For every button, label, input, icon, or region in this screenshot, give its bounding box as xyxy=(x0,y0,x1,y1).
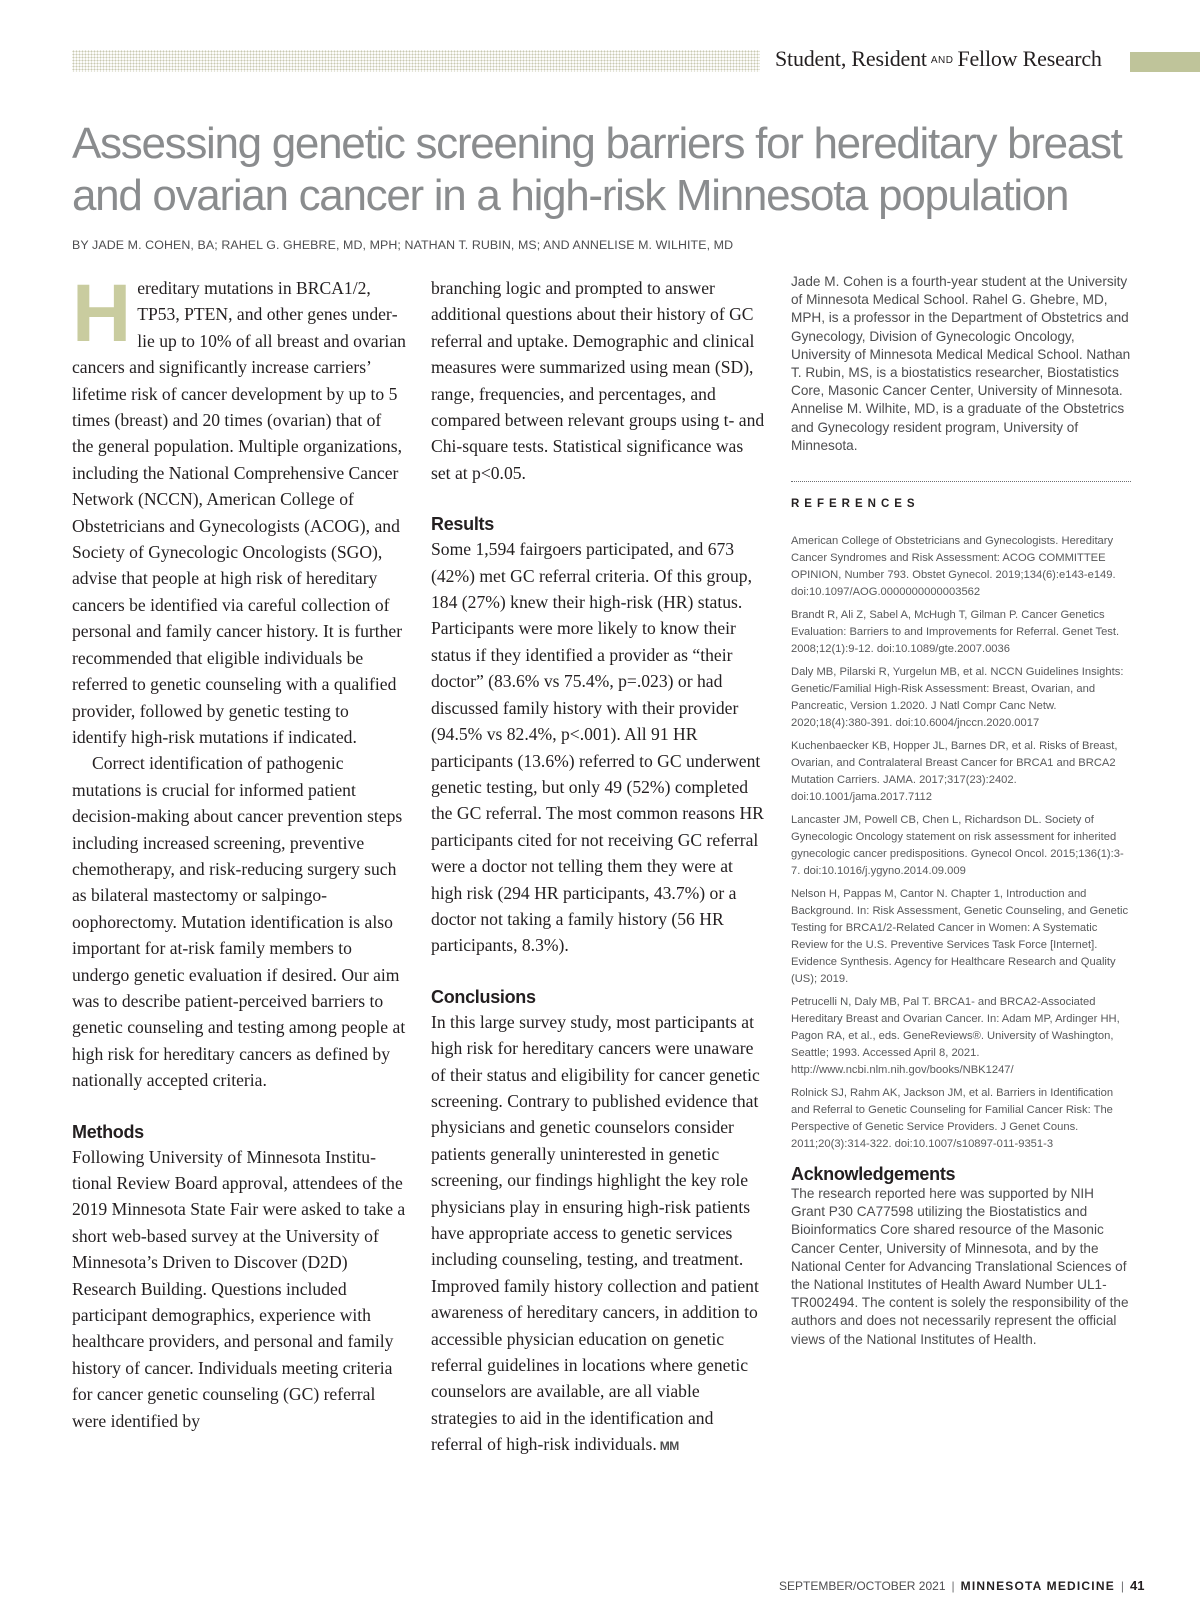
body-column-1 xyxy=(72,268,407,1434)
references-list xyxy=(791,533,1131,1153)
acknowledgements-text: The research reported here was supported by NIH Grant P30 CA77598 utilizing the Biostatistics and Bioinformatics Core shared resource of the Masonic Cancer Center, University of Minnesota, and by the National Center for Advancing Translational Sciences of the National Institutes of Health Award Number UL1-TR002494. The content is solely the responsibility of the authors and does not necessarily represent the official views of the National Institutes of Health. xyxy=(791,1186,1129,1347)
methods-heading: Methods xyxy=(72,1121,144,1142)
references-heading: REFERENCES xyxy=(791,498,920,511)
drop-cap: H xyxy=(72,268,132,359)
section-label xyxy=(775,46,1102,72)
dotted-divider xyxy=(791,481,1131,482)
section-label-part2: Fellow Research xyxy=(957,46,1102,71)
intro-paragraph-1 xyxy=(72,268,407,750)
reference-item: Lancaster JM, Powell CB, Chen L, Richardson DL. Society of Gynecologic Oncology statement on risk assessment for inherited gynecologic cancer predispositions. Gynecol Oncol. 2015;136(1):3-7. doi:10.1016/j.ygyno.2014.09.009 xyxy=(791,814,1124,878)
conclusions-paragraph-text: In this large survey study, most participants at high risk for hereditary cancers were unaware of their status and eligibility for cancer genetic screening. Contrary to published evidence that physicians and genetic counselors consider patients generally uninterested in genetic screening, our findings highlight the key role physicians play in ensuring high-risk patients have appropriate access to genetic services including counseling, testing, and treatment. Improved family history collection and patient awareness of hereditary cancers, in addition to accessible physician education on genetic referral guidelines in locations where genetic counselors are available, are all viable strategies to aid in the identification and referral of high-risk individuals. xyxy=(431,1011,760,1455)
author-bio: Jade M. Cohen is a fourth-year student at the University of Minnesota Medical School. Rahel G. Ghebre, MD, MPH, is a professor in the Department of Obstetrics and Gynecology, Division of Gynecologic Oncology, University of Minnesota Medical Medical School. Nathan T. Rubin, MS, is a biostatistics researcher, Biostatistics Core, Masonic Cancer Center, University of Minnesota. Annelise M. Wilhite, MD, is a graduate of the Obstetrics and Gynecology resident program, University of Minnesota. xyxy=(791,274,1131,453)
header-pattern-band xyxy=(72,50,760,72)
intro-paragraph-2: Correct identification of pathogenic mutations is crucial for informed patient decision-making about cancer prevention steps including increased screening, preventive chemotherapy, and risk-reducing surgery such as bilateral mastectomy or salpingo-oophorectomy. Mutation identification is also important for at-risk family members to undergo genetic evaluation if desired. Our aim was to describe patient-perceived barriers to genetic counseling and testing among people at high risk for hereditary cancers as defined by nationally accepted criteria. xyxy=(72,753,406,1091)
methods-paragraph-2: branching logic and prompted to answer additional questions about their history of GC referral and uptake. Demographic and clinical measures were summarized using mean (SD), range, frequencies, and percentages, and compared between relevant groups using t- and Chi-square tests. Statistical significance was set at p<0.05. xyxy=(431,278,765,483)
article-title: Assessing genetic screening barriers for hereditary breast and ovarian cancer in a high-risk Minnesota population xyxy=(72,119,1122,220)
header-accent-bar xyxy=(1130,52,1200,72)
reference-item: Brandt R, Ali Z, Sabel A, McHugh T, Gilman P. Cancer Genetics Evaluation: Barriers to and Improvements for Referral. Genet Test. 2008;12(1):9-12. doi:10.1089/gte.2007.0036 xyxy=(791,609,1120,656)
reference-item: Rolnick SJ, Rahm AK, Jackson JM, et al. Barriers in Identification and Referral to Genetic Counseling for Familial Cancer Risk: The Perspective of Genetic Service Providers. J Genet Couns. 2011;20(3):314-322. doi:10.1007/s10897-011-9351-3 xyxy=(791,1087,1114,1151)
conclusions-heading: Conclusions xyxy=(431,986,536,1007)
footer-separator: | xyxy=(1120,1579,1125,1593)
body-column-2 xyxy=(431,275,766,1460)
methods-paragraph-1: Following University of Minnesota Institutional Review Board approval, attendees of the 2019 Minnesota State Fair were asked to take a short web-based survey at the University of Minnesota’s Driven to Discover (D2D) Research Building. Questions included participant demographics, experience with healthcare providers, and personal and family history of cancer. Individuals meeting criteria for cancer genetic counseling (GC) referral were identified by xyxy=(72,1146,406,1431)
intro-paragraph-1-text: ereditary mutations in BRCA1/2, TP53, PTEN, and other genes underlie up to 10% of all breast and ovarian cancers and significantly increase carriers’ lifetime risk of cancer development by up to 5 times (breast) and 20 times (ovarian) that of the general population. Multiple organizations, including the National Comprehensive Cancer Network (NCCN), American College of Obstetricians and Gynecologists (ACOG), and Society of Gynecologic Oncologists (SGO), advise that people at high risk of hereditary cancers be identified via careful collection of personal and family cancer history. It is further recommended that eligible individuals be referred to genetic counseling with a qualified provider, followed by genetic testing to identify high-risk mutations if indicated. xyxy=(72,278,406,747)
conclusions-paragraph xyxy=(431,1009,766,1460)
results-paragraph: Some 1,594 fairgoers participated, and 673 (42%) met GC referral criteria. Of this group, 184 (27%) knew their high-risk (HR) status. Participants were more likely to know their status if they identified a provider as “their doctor” (83.6% vs 75.4%, p=.023) or had discussed family history with their provider (94.5% vs 82.4%, p<.001). All 91 HR participants (13.6%) referred to GC underwent genetic testing, but only 49 (52%) completed the GC referral. The most common reasons HR participants cited for not receiving GC referral were a doctor not telling them they were at high risk (294 HR participants, 43.7%) or a doctor not taking a family history (56 HR participants, 8.3%). xyxy=(431,539,764,956)
reference-item: Kuchenbaecker KB, Hopper JL, Barnes DR, et al. Risks of Breast, Ovarian, and Contralateral Breast Cancer for BRCA1 and BRCA2 Mutation Carriers. JAMA. 2017;317(23):2402. doi:10.1001/jama.2017.7112 xyxy=(791,740,1118,804)
reference-item: Nelson H, Pappas M, Cantor N. Chapter 1, Introduction and Background. In: Risk Assessment, Genetic Counseling, and Genetic Testing for BRCA1/2-Related Cancer in Women: A Systematic Review for the U.S. Preventive Services Task Force [Internet]. Evidence Synthesis. Agency for Healthcare Research and Quality (US); 2019. xyxy=(791,888,1129,986)
reference-item: American College of Obstetricians and Gynecologists. Hereditary Cancer Syndromes and Risk Assessment: ACOG COMMITTEE OPINION, Number 793. Obstet Gynecol. 2019;134(6):e143-e149. doi:10.1097/AOG.0000000000003562 xyxy=(791,535,1116,599)
acknowledgements-heading: Acknowledgements xyxy=(791,1164,956,1185)
page-number: 41 xyxy=(1130,1578,1145,1593)
results-heading: Results xyxy=(431,514,494,535)
section-label-and: AND xyxy=(930,55,954,66)
footer-issue: SEPTEMBER/OCTOBER 2021 xyxy=(779,1579,946,1593)
page-footer xyxy=(779,1578,1145,1593)
end-mark: MM xyxy=(659,1439,679,1454)
sidebar-column xyxy=(791,273,1131,1349)
reference-item: Petrucelli N, Daly MB, Pal T. BRCA1- and BRCA2-Associated Hereditary Breast and Ovarian Cancer. In: Adam MP, Ardinger HH, Pagon RA, et al., eds. GeneReviews®. University of Washington, Seattle; 1993. Accessed April 8, 2021. http://www.ncbi.nlm.nih.gov/books/NBK1247/ xyxy=(791,996,1120,1077)
footer-separator: | xyxy=(951,1579,955,1593)
section-label-part1: Student, Resident xyxy=(775,46,927,71)
reference-item: Daly MB, Pilarski R, Yurgelun MB, et al. NCCN Guidelines Insights: Genetic/Familial High-Risk Assessment: Breast, Ovarian, and Pancreatic, Version 1.2020. J Natl Compr Canc Netw. 2020;18(4):380-391. doi:10.6004/jnccn.2020.0017 xyxy=(791,666,1124,730)
article-byline: BY JADE M. COHEN, BA; RAHEL G. GHEBRE, MD, MPH; NATHAN T. RUBIN, MS; AND ANNELISE M. WILHITE, MD xyxy=(72,238,734,252)
footer-publication: MINNESOTA MEDICINE xyxy=(960,1579,1115,1593)
